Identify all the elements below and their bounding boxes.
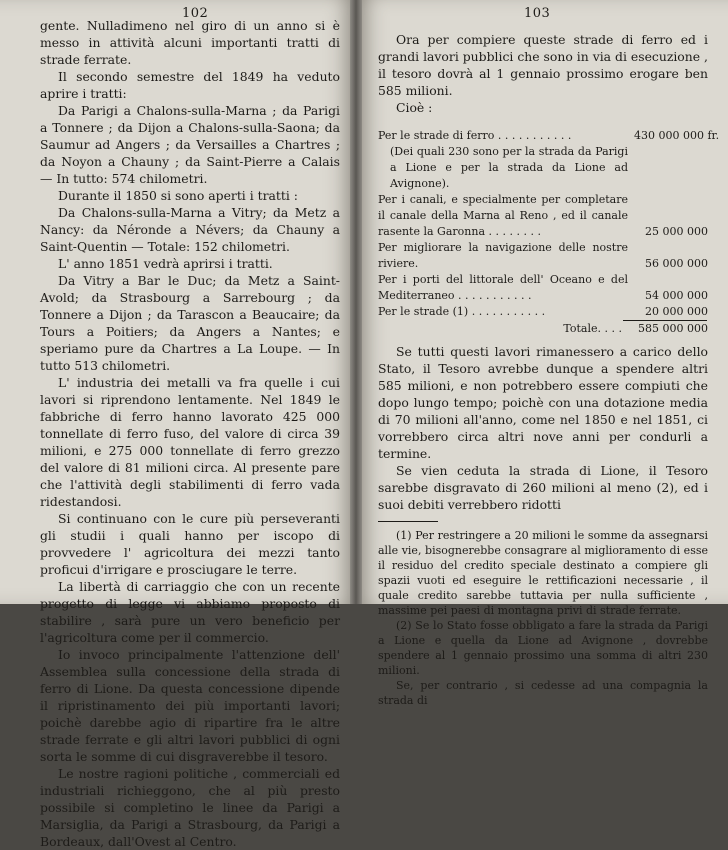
paragraph: Ora per compiere queste strade di ferro ed i grandi lavori pubblici che sono in via di esecuzione , il tesoro dovrà al 1 gennaio prossimo erogare ben 585 milioni. <box>378 32 708 98</box>
cost-amount: 54 000 000 <box>645 289 708 302</box>
paragraph: La libertà di carriaggio che con un recente progetto di legge vi abbiamo proposto di stabilire , sarà pure un vero beneficio per l'agricoltura come per il commercio. <box>40 579 340 645</box>
paragraph: Si continuano con le cure più perseveranti gli studii i quali hanno per iscopo di provvedere l' agricoltura dei mezzi tanto proficui d'irrigare e prosciugare le terre. <box>40 511 340 577</box>
paragraph: Da Vitry a Bar le Duc; da Metz a Saint-Avold; da Strasbourg a Sarrebourg ; da Tonnere a Dijon ; da Tarascon a Beaucaire; da Tours a Poitiers; da Angers a Nantes; e speriamo pure da Chartres a La Loupe. — In tutto 513 chilometri. <box>40 273 340 373</box>
footnotes <box>378 521 708 708</box>
cost-amount: 430 000 000 fr. <box>634 129 720 142</box>
book-gutter <box>350 0 362 604</box>
paragraph: Da Parigi a Chalons-sulla-Marna ; da Parigi a Tonnere ; da Dijon a Chalons-sulla-Saona; da Saumur ad Angers ; da Versailles a Chartres ; da Noyon a Chauny ; da Saint-Pierre a Calais — In tutto: 574 chilometri. <box>40 103 340 186</box>
footnote-divider <box>378 521 438 522</box>
cost-amount: 56 000 000 <box>645 257 708 270</box>
paragraph: Durante il 1850 si sono aperti i tratti : <box>58 188 298 203</box>
paragraph: L' industria dei metalli va fra quelle i cui lavori si riprendono lentamente. Nel 1849 le fabbriche di ferro hanno lavorato 425 000 tonnellate di ferro fuso, del valore di circa 39 milioni, e 275 000 tonnellate di ferro grezzo del valore di 81 milioni circa. Al presente pare che l'attività degli stabilimenti di ferro vada ridestandosi. <box>40 375 340 509</box>
total-amount: 585 000 000 <box>638 322 708 335</box>
cost-label: Per migliorare la navigazione delle nostre riviere. <box>378 241 628 270</box>
table-row <box>378 240 708 272</box>
cost-label: Per i canali, e specialmente per completare il canale della Marna al Reno , ed il canale rasente la Garonna . . . . . . . . <box>378 193 628 238</box>
paragraph: Se vien ceduta la strada di Lione, il Tesoro sarebbe disgravato di 260 milioni al meno (2), ed i suoi debiti verrebbero ridotti <box>378 463 708 512</box>
total-row <box>378 321 708 337</box>
cost-table <box>378 128 720 337</box>
paragraph: gente. Nulladimeno nel giro di un anno si è messo in attività alcuni importanti tratti di strade ferrate. <box>40 18 340 67</box>
cost-amount: 25 000 000 <box>645 225 708 238</box>
cost-label: Per le strade di ferro . . . . . . . . . . . <box>378 129 572 142</box>
cost-label: (Dei quali 230 sono per la strada da Parigi a Lione e per la strada da Lione ad Avignone). <box>390 145 628 190</box>
cost-amount: 20 000 000 <box>645 305 708 318</box>
table-row <box>378 128 720 144</box>
right-page <box>356 0 728 707</box>
table-row <box>378 192 708 240</box>
table-row <box>378 304 708 320</box>
table-row <box>378 272 708 304</box>
paragraph: Le nostre ragioni politiche , commerciali ed industriali richieggono, che al più presto possibile si completino le linee da Parigi a Marsiglia, da Parigi a Strasbourg, da Parigi a Bordeaux, dall'Ovest al Centro. <box>40 766 340 849</box>
footnote: (1) Per restringere a 20 milioni le somme da assegnarsi alle vie, bisognerebbe consagrare al miglioramento di esse il residuo del credito speciale destinato a compiere gli spazii vuoti ed eseguire le rettificazioni necessarie , il quale credito sarebbe tuttavia per nulla sufficiente , massime pei paesi di montagna privi di strade ferrate. <box>378 529 708 617</box>
cost-label: Per i porti del littorale dell' Oceano e del Mediterraneo . . . . . . . . . . . <box>378 273 628 302</box>
paragraph: Cioè : <box>396 100 433 115</box>
right-page-text <box>378 31 720 708</box>
page-number: 103 <box>524 6 551 21</box>
left-page-text <box>40 17 340 850</box>
paragraph: Da Chalons-sulla-Marna a Vitry; da Metz a Nancy: da Néronde a Névers; da Chauny a Saint-Quentin — Totale: 152 chilometri. <box>40 205 340 254</box>
paragraph: Il secondo semestre del 1849 ha veduto aprire i tratti: <box>40 69 340 101</box>
left-page <box>0 0 356 849</box>
page-number: 102 <box>182 6 209 21</box>
paragraph: L' anno 1851 vedrà aprirsi i tratti. <box>58 256 273 271</box>
footnote: Se, per contrario , si cedesse ad una compagnia la strada di <box>378 679 708 707</box>
paragraph: Io invoco principalmente l'attenzione dell' Assemblea sulla concessione della strada di ferro di Lione. Da questa concessione dipende il ripristinamento dei più importanti lavori; poichè darebbe agio di ripartire fra le altre strade ferrate e gli altri lavori pubblici di ogni sorta le somme di cui disgraverebbe il tesoro. <box>40 647 340 764</box>
footnote: (2) Se lo Stato fosse obbligato a fare la strada da Parigi a Lione e quella da Lione ad Avignone , dovrebbe spendere al 1 gennaio prossimo una somma di altri 230 milioni. <box>378 619 708 677</box>
total-label: Totale. . . . <box>563 322 622 335</box>
cost-label: Per le strade (1) . . . . . . . . . . . <box>378 305 546 318</box>
table-row <box>378 144 708 192</box>
paragraph: Se tutti questi lavori rimanessero a carico dello Stato, il Tesoro avrebbe dunque a spendere altri 585 milioni, e non potrebbero essere compiuti che dopo lungo tempo; poichè con una dotazione media di 70 milioni all'anno, come nel 1850 e nel 1851, ci vorrebbero circa altri nove anni per condurli a termine. <box>378 344 708 461</box>
